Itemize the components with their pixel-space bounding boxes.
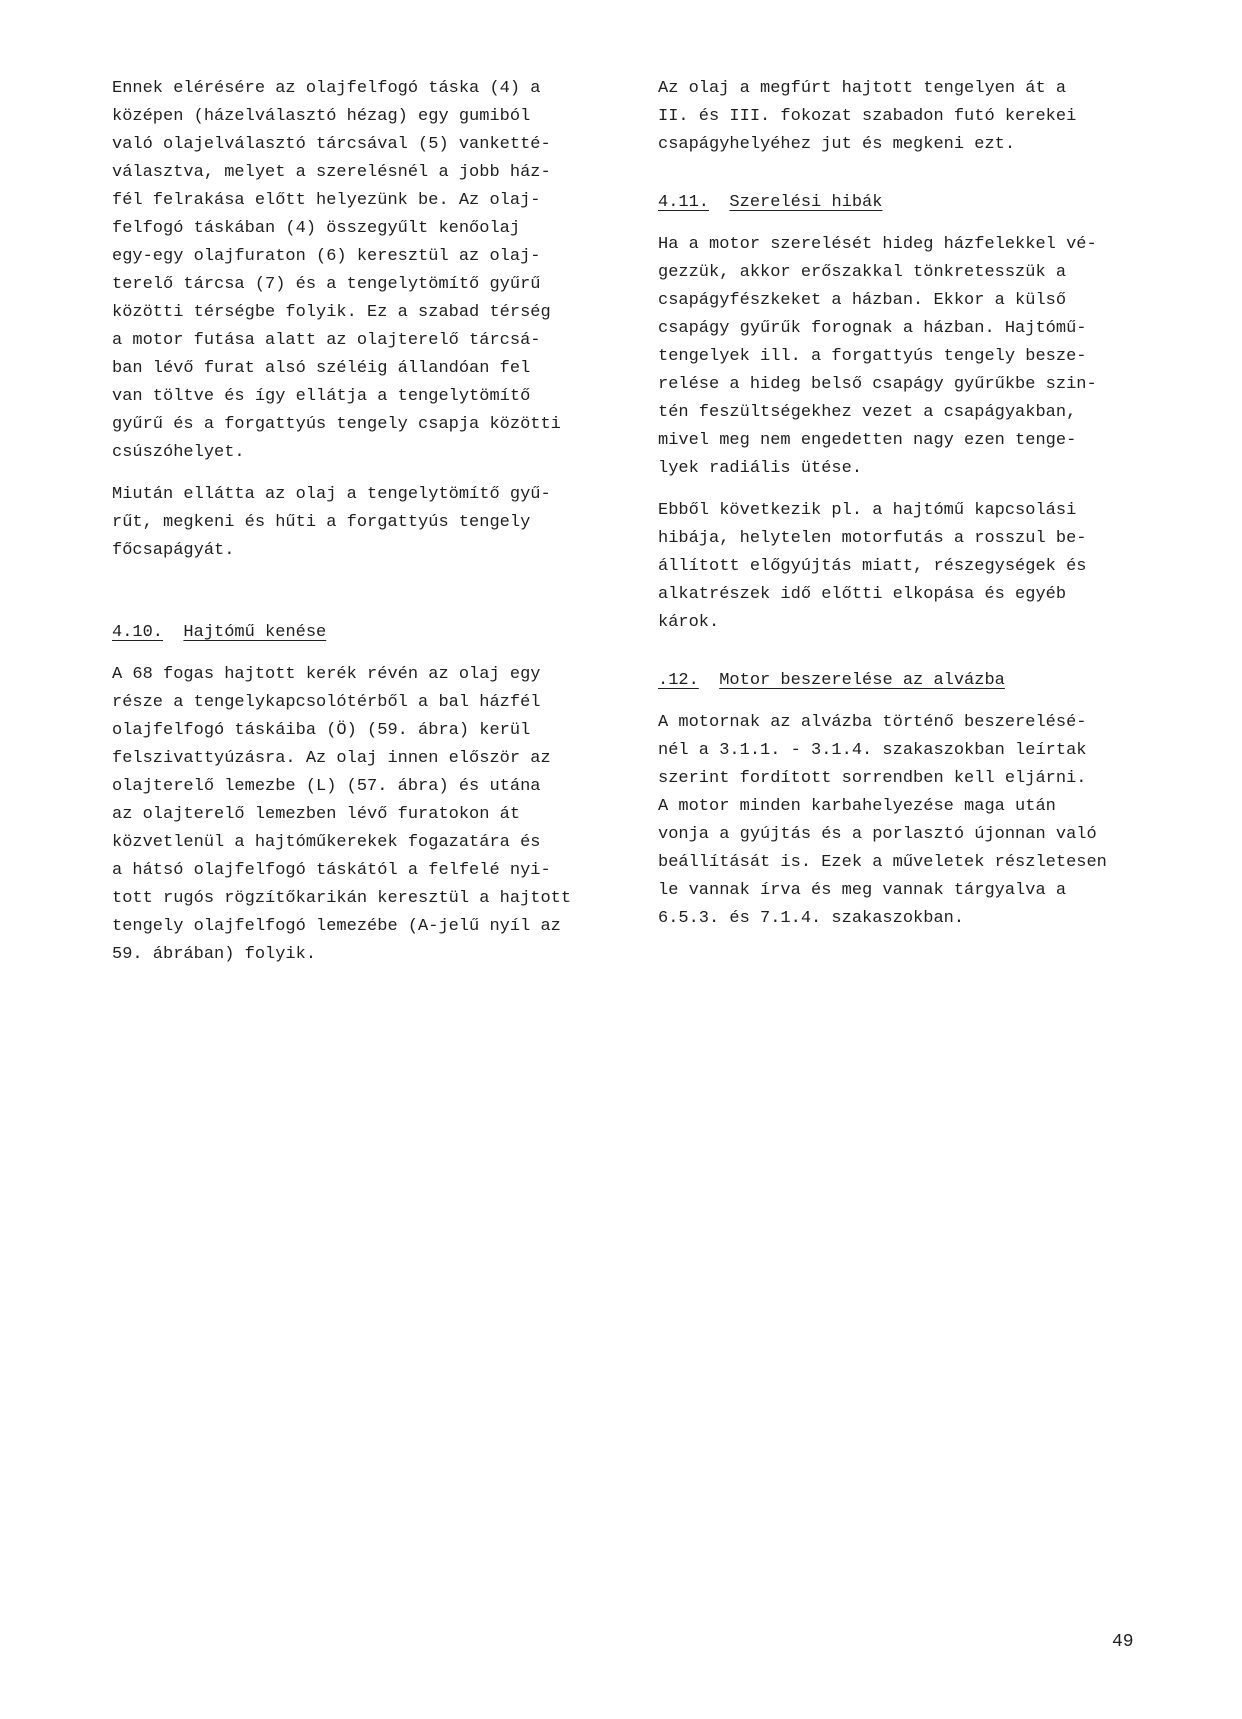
section-title: Hajtómű kenése <box>183 623 327 642</box>
text-line: A 68 fogas hajtott kerék révén az olaj egy <box>112 665 541 684</box>
text-line: gyűrű és a forgattyús tengely csapja közötti <box>112 415 561 434</box>
text-line: van töltve és így ellátja a tengelytömítő <box>112 387 531 406</box>
section-title: Szerelési hibák <box>729 193 883 212</box>
text-line: állított előgyújtás miatt, részegységek és <box>658 557 1087 576</box>
text-line: Ebből következik pl. a hajtómű kapcsolási <box>658 501 1077 520</box>
text-line: hibája, helytelen motorfutás a rosszul be- <box>658 529 1087 548</box>
paragraph-oil-catch-pocket <box>112 75 632 467</box>
text-line: választva, melyet a szerelésnél a jobb ház- <box>112 163 551 182</box>
section-heading-4-11 <box>658 189 1178 217</box>
page-number: 49 <box>1112 1632 1134 1652</box>
text-line: csapágyhelyéhez jut és megkeni ezt. <box>658 135 1016 154</box>
text-line: olajfelfogó táskáiba (Ö) (59. ábra) kerül <box>112 721 531 740</box>
text-line: mivel meg nem engedetten nagy ezen tenge- <box>658 431 1077 450</box>
text-line: vonja a gyújtás és a porlasztó újonnan való <box>658 825 1097 844</box>
section-heading-4-12 <box>658 667 1178 695</box>
text-line: relése a hideg belső csapágy gyűrűkbe szin- <box>658 375 1097 394</box>
text-line: beállítását is. Ezek a műveletek részletesen <box>658 853 1107 872</box>
text-line: fél felrakása előtt helyezünk be. Az olaj- <box>112 191 541 210</box>
text-line: 59. ábrában) folyik. <box>112 945 317 964</box>
paragraph-consequences <box>658 497 1178 637</box>
paragraph-assembly-faults <box>658 231 1178 483</box>
text-line: csapágyfészkeket a házban. Ekkor a külső <box>658 291 1067 310</box>
text-line: a motor futása alatt az olajterelő tárcsá- <box>112 331 541 350</box>
text-line: egy-egy olajfuraton (6) keresztül az olaj- <box>112 247 541 266</box>
text-line: Ennek elérésére az olajfelfogó táska (4) a <box>112 79 541 98</box>
text-line: A motor minden karbahelyezése maga után <box>658 797 1056 816</box>
text-line: nél a 3.1.1. - 3.1.4. szakaszokban leírtak <box>658 741 1087 760</box>
text-line: tengelyek ill. a forgattyús tengely besze- <box>658 347 1087 366</box>
right-column <box>658 75 1178 933</box>
text-line: közötti térségbe folyik. Ez a szabad térség <box>112 303 551 322</box>
text-line: felszivattyúzásra. Az olaj innen először az <box>112 749 551 768</box>
text-line: 6.5.3. és 7.1.4. szakaszokban. <box>658 909 965 928</box>
text-line: szerint fordított sorrendben kell eljárni. <box>658 769 1087 788</box>
text-line: le vannak írva és meg vannak tárgyalva a <box>658 881 1067 900</box>
text-line: II. és III. fokozat szabadon futó kerekei <box>658 107 1077 126</box>
text-line: károk. <box>658 613 720 632</box>
text-line: ban lévő furat alsó széléig állandóan fel <box>112 359 531 378</box>
text-line: közvetlenül a hajtóműkerekek fogazatára és <box>112 833 541 852</box>
text-line: tén feszültségekhez vezet a csapágyakban, <box>658 403 1077 422</box>
text-line: középen (házelválasztó hézag) egy gumiból <box>112 107 531 126</box>
text-line: főcsapágyát. <box>112 541 235 560</box>
text-line: része a tengelykapcsolótérből a bal házfél <box>112 693 541 712</box>
paragraph-gearbox-lubrication <box>112 661 632 969</box>
paragraph-main-bearing <box>112 481 632 565</box>
text-line: csúszóhelyet. <box>112 443 245 462</box>
text-line: felfogó táskában (4) összegyűlt kenőolaj <box>112 219 521 238</box>
text-line: lyek radiális ütése. <box>658 459 863 478</box>
text-line: terelő tárcsa (7) és a tengelytömítő gyűrű <box>112 275 541 294</box>
text-line: gezzük, akkor erőszakkal tönkretesszük a <box>658 263 1067 282</box>
text-line: csapágy gyűrűk forognak a házban. Hajtómű- <box>658 319 1087 338</box>
section-heading-4-10 <box>112 619 632 647</box>
section-title: Motor beszerelése az alvázba <box>719 671 1005 690</box>
text-line: rűt, megkeni és hűti a forgattyús tengely <box>112 513 531 532</box>
text-line: olajterelő lemezbe (L) (57. ábra) és utána <box>112 777 541 796</box>
paragraph-engine-installation <box>658 709 1178 933</box>
text-line: a hátsó olajfelfogó táskától a felfelé nyi- <box>112 861 551 880</box>
text-line: Az olaj a megfúrt hajtott tengelyen át a <box>658 79 1067 98</box>
text-line: A motornak az alvázba történő beszerelésé- <box>658 713 1087 732</box>
text-line: tott rugós rögzítőkarikán keresztül a hajtott <box>112 889 572 908</box>
text-line: Ha a motor szerelését hideg házfelekkel vé- <box>658 235 1097 254</box>
text-line: az olajterelő lemezben lévő furatokon át <box>112 805 521 824</box>
text-line: tengely olajfelfogó lemezébe (A-jelű nyíl az <box>112 917 561 936</box>
section-number: 4.10. <box>112 623 164 642</box>
text-line: való olajelválasztó tárcsával (5) vanketté- <box>112 135 551 154</box>
text-line: alkatrészek idő előtti elkopása és egyéb <box>658 585 1067 604</box>
left-column <box>112 75 632 969</box>
paragraph-drilled-shaft <box>658 75 1178 159</box>
text-line: Miután ellátta az olaj a tengelytömítő gyű- <box>112 485 551 504</box>
section-number: .12. <box>658 671 699 690</box>
section-number: 4.11. <box>658 193 710 212</box>
